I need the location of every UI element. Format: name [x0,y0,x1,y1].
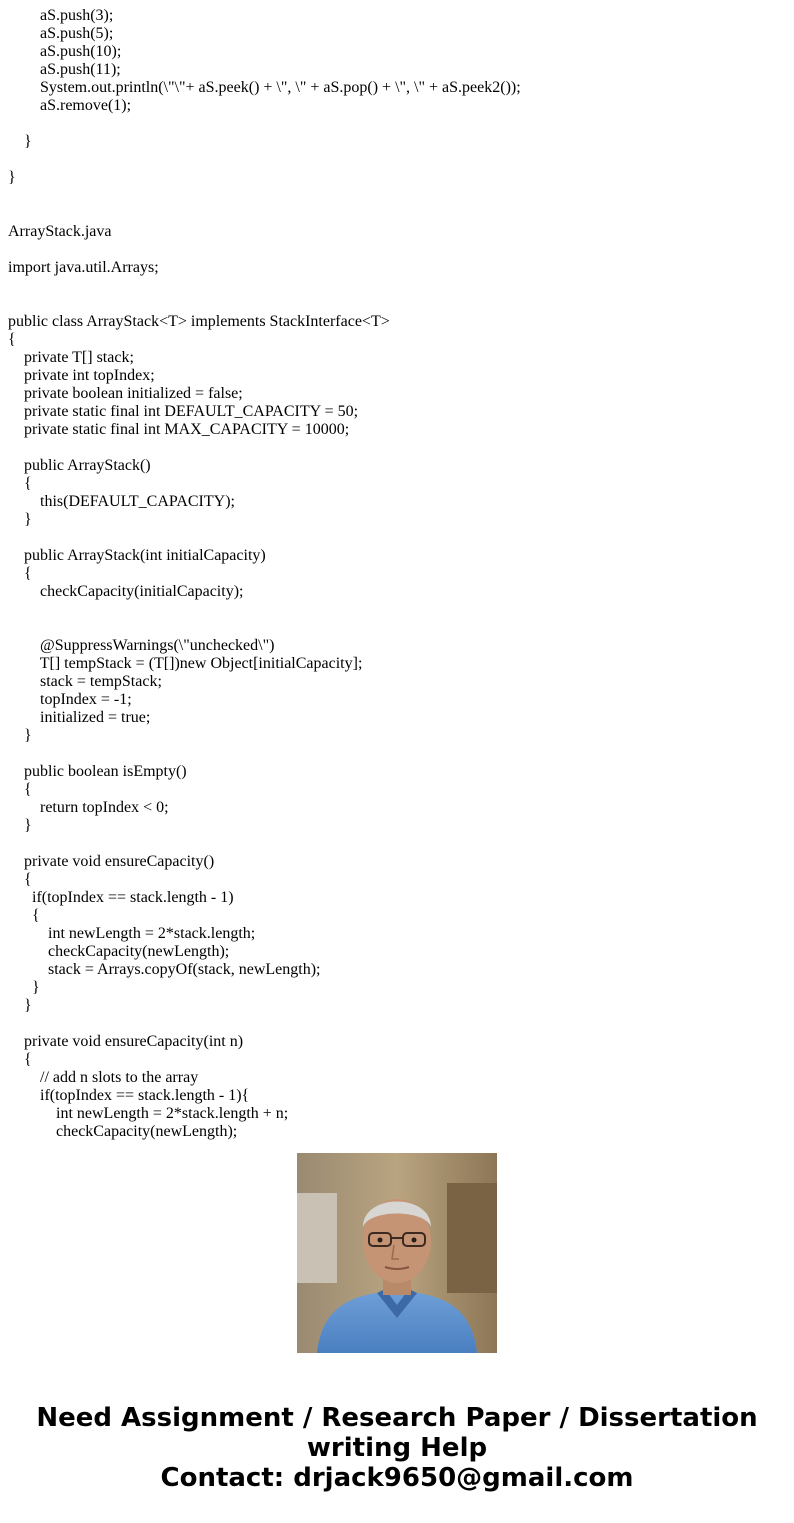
code-line: checkCapacity(newLength); [8,943,230,960]
code-line: { [8,871,32,888]
code-line: if(topIndex == stack.length - 1){ [8,1087,250,1104]
code-line: } [8,979,40,996]
code-line: aS.push(5); [8,25,114,42]
code-line: @SuppressWarnings(\"unchecked\") [8,637,275,654]
code-line: ArrayStack.java [8,223,112,240]
code-line: } [8,511,32,528]
code-line [8,439,788,457]
code-line: private boolean initialized = false; [8,385,243,402]
code-line: checkCapacity(initialCapacity); [8,583,244,600]
code-line: } [8,727,32,744]
code-line: checkCapacity(newLength); [8,1123,238,1140]
code-line: } [8,169,16,186]
code-line [8,187,788,205]
code-line: private static final int MAX_CAPACITY = 10000; [8,421,350,438]
code-line [8,241,788,259]
promo-contact: Contact: drjack9650@gmail.com [160,1463,634,1493]
code-line: } [8,997,32,1014]
code-line: System.out.println(\"\"+ aS.peek() + \", \" + aS.pop() + \", \" + aS.peek2()); [8,79,521,96]
code-line: private void ensureCapacity(int n) [8,1033,244,1050]
code-line: { [8,565,32,582]
code-line [8,205,788,223]
code-line: private static final int DEFAULT_CAPACITY = 50; [8,403,359,420]
code-line [8,115,788,133]
code-line: public class ArrayStack<T> implements StackInterface<T> [8,313,390,330]
code-line: public ArrayStack() [8,457,151,474]
code-line [8,835,788,853]
code-line: import java.util.Arrays; [8,259,159,276]
code-line: topIndex = -1; [8,691,132,708]
code-line: this(DEFAULT_CAPACITY); [8,493,235,510]
code-line: aS.push(11); [8,61,121,78]
code-line: private T[] stack; [8,349,134,366]
code-line: initialized = true; [8,709,151,726]
code-line: aS.push(10); [8,43,122,60]
promo-headline: Need Assignment / Research Paper / Dissertation writing Help [36,1403,767,1463]
code-line [8,601,788,619]
code-line: T[] tempStack = (T[])new Object[initialCapacity]; [8,655,363,672]
code-line [8,277,788,295]
code-line: aS.push(3); [8,7,114,24]
code-line [8,745,788,763]
code-line: { [8,1051,32,1068]
code-line: private void ensureCapacity() [8,853,215,870]
code-line: aS.remove(1); [8,97,132,114]
code-line: { [8,331,16,348]
code-line: } [8,133,32,150]
code-line: private int topIndex; [8,367,155,384]
code-line [8,295,788,313]
code-line [8,1015,788,1033]
code-line: { [8,475,32,492]
code-line: public boolean isEmpty() [8,763,187,780]
code-line: int newLength = 2*stack.length; [8,925,256,942]
code-line: { [8,907,40,924]
code-line: stack = Arrays.copyOf(stack, newLength); [8,961,321,978]
code-line: return topIndex < 0; [8,799,169,816]
code-line: } [8,817,32,834]
contact-banner [0,1403,794,1493]
code-line: stack = tempStack; [8,673,162,690]
code-line [8,619,788,637]
code-line: // add n slots to the array [8,1069,199,1086]
author-portrait-icon [297,1153,497,1353]
code-line: public ArrayStack(int initialCapacity) [8,547,266,564]
code-line [8,529,788,547]
code-line [8,151,788,169]
code-line: { [8,781,32,798]
code-listing [8,7,788,1140]
code-line: if(topIndex == stack.length - 1) [8,889,234,906]
code-line: int newLength = 2*stack.length + n; [8,1105,289,1122]
